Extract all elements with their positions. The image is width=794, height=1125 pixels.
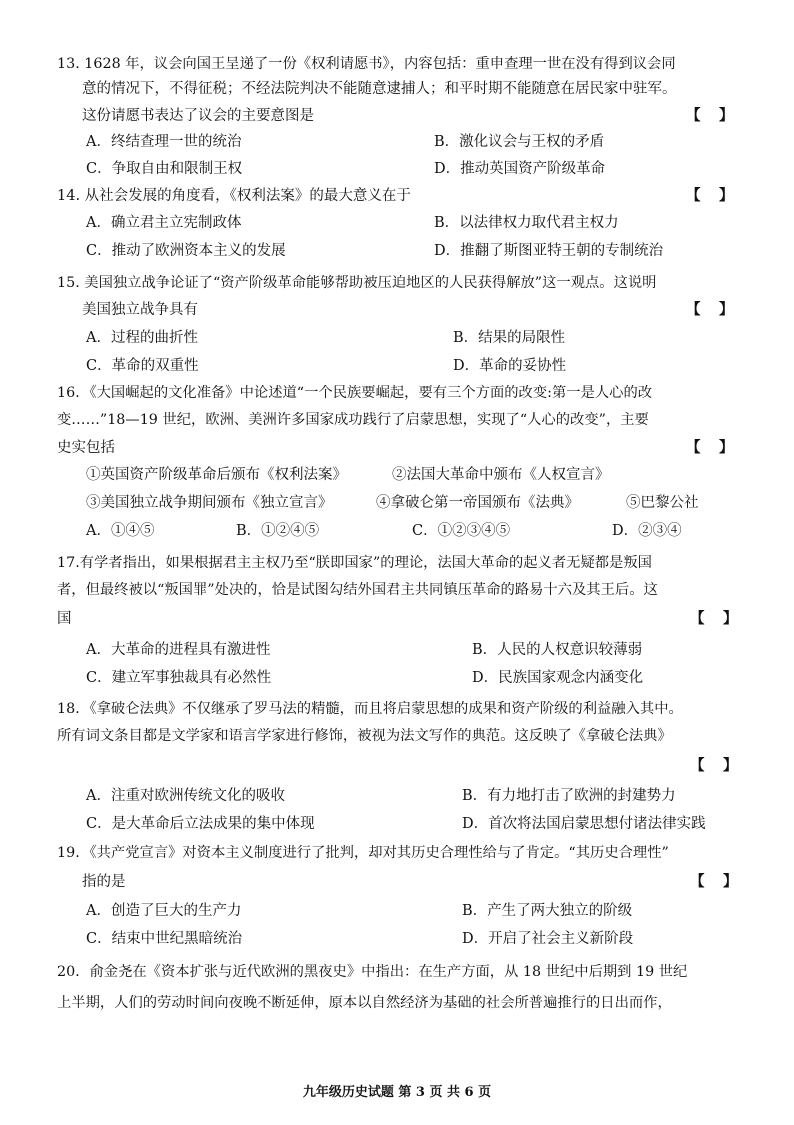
q18-option-c: C．是大革命后立法成果的集中体现 [86,816,315,832]
q17-answer-bracket: 【 】 [690,610,740,627]
q16-answer-bracket: 【 】 [686,439,736,456]
q13-option-c: C．争取自由和限制王权 [86,161,243,177]
q13-stem-line2: 意的情况下，不得征税；不经法院判决不能随意逮捕人；和平时期不能随意在居民家中驻军。 [82,81,677,97]
q16-option-c: C．①②③④⑤ [412,523,511,539]
q15-option-d: D．革命的妥协性 [453,358,567,374]
q18-option-d: D．首次将法国启蒙思想付诸法律实践 [462,816,706,832]
q14-option-a: A．确立君主立宪制政体 [86,215,242,231]
q17-option-a: A．大革命的进程具有激进性 [86,642,271,658]
q16-item-4: ④拿破仑第一帝国颁布《法典》 [376,495,579,511]
q15-stem-line2: 美国独立战争具有 [82,302,198,318]
q17-option-d: D．民族国家观念内涵变化 [472,670,644,686]
q17-stem-line2: 者，但最终被以“叛国罪”处决的，恰是试图勾结外国君主共同镇压革命的路易十六及其王后。这 [57,582,658,598]
q18-option-a: A．注重对欧洲传统文化的吸收 [86,788,285,804]
q17-stem-line1: 17.有学者指出，如果根据君主主权乃至“朕即国家”的理论，法国大革命的起义者无疑都是叛国 [57,555,652,571]
page-footer: 九年级历史试题 第 3 页 共 6 页 [302,1085,492,1100]
q14-stem-line1: 14. 从社会发展的角度看，《权利法案》的最大意义在于 [57,188,411,204]
q16-option-b: B．①②④⑤ [236,523,320,539]
q13-option-b: B．激化议会与王权的矛盾 [434,134,605,150]
q16-stem-line2: 变……”18—19 世纪，欧洲、美洲许多国家成功践行了启蒙思想，实现了“人心的改变”，主要 [57,412,649,428]
q19-answer-bracket: 【 】 [690,873,740,890]
q16-item-2: ②法国大革命中颁布《人权宣言》 [392,467,610,483]
q16-option-d: D．②③④ [612,523,682,539]
q15-option-a: A．过程的曲折性 [86,330,198,346]
q19-option-b: B．产生了两大独立的阶级 [462,903,633,919]
q20-stem-line1: 20．俞金尧在《资本扩张与近代欧洲的黑夜史》中指出：在生产方面，从 18 世纪中后期到 19 世纪 [57,964,688,980]
q17-stem-line3: 国 [57,611,72,627]
q16-item-3: ③美国独立战争期间颁布《独立宣言》 [86,495,333,511]
q16-item-1: ①英国资产阶级革命后颁布《权利法案》 [86,467,347,483]
q15-stem-line1: 15. 美国独立战争论证了“资产阶级革命能够帮助被压迫地区的人民获得解放”这一观点。这说明 [57,275,657,291]
q15-option-c: C．革命的双重性 [86,358,199,374]
q19-option-a: A．创造了巨大的生产力 [86,903,242,919]
q19-option-c: C．结束中世纪黑暗统治 [86,931,243,947]
q15-answer-bracket: 【 】 [686,301,736,318]
q16-item-5: ⑤巴黎公社 [626,495,699,511]
q19-option-d: D．开启了社会主义新阶段 [462,931,634,947]
q14-option-b: B．以法律权力取代君主权力 [434,215,619,231]
q13-stem-line3: 这份请愿书表达了议会的主要意图是 [82,108,314,124]
q14-option-d: D．推翻了斯图亚特王朝的专制统治 [434,243,664,259]
q14-option-c: C．推动了欧洲资本主义的发展 [86,243,286,259]
q18-answer-bracket: 【 】 [690,757,740,774]
q16-option-a: A．①④⑤ [86,523,155,539]
q15-option-b: B．结果的局限性 [453,330,566,346]
q18-option-b: B．有力地打击了欧洲的封建势力 [462,788,676,804]
q17-option-c: C．建立军事独裁具有必然性 [86,670,272,686]
q14-answer-bracket: 【 】 [686,187,736,204]
q19-stem-line1: 19．《共产党宣言》对资本主义制度进行了批判，却对其历史合理性给与了肯定。“其历史合理性” [57,845,669,861]
q13-stem-line1: 13. 1628 年，议会向国王呈递了一份《权利请愿书》，内容包括：重申查理一世在没有得到议会同 [57,56,676,72]
q16-stem-line3: 史实包括 [57,440,115,456]
q13-answer-bracket: 【 】 [686,107,736,124]
q20-stem-line2: 上半期，人们的劳动时间向夜晚不断延伸，原本以自然经济为基础的社会所普遍推行的日出而作， [57,995,672,1011]
q13-option-a: A．终结查理一世的统治 [86,134,242,150]
q18-stem-line1: 18．《拿破仑法典》不仅继承了罗马法的精髓，而且将启蒙思想的成果和资产阶级的利益融入其中。 [57,701,683,717]
q16-stem-line1: 16．《大国崛起的文化准备》中论述道“一个民族要崛起，要有三个方面的改变:第一是人心的改 [57,385,653,401]
q19-stem-line2: 指的是 [82,874,126,890]
q13-option-d: D．推动英国资产阶级革命 [434,161,606,177]
q18-stem-line2: 所有词文条目都是文学家和语言学家进行修饰，被视为法文写作的典范。这反映了《拿破仑法典》 [57,728,672,744]
q17-option-b: B．人民的人权意识较薄弱 [472,642,643,658]
